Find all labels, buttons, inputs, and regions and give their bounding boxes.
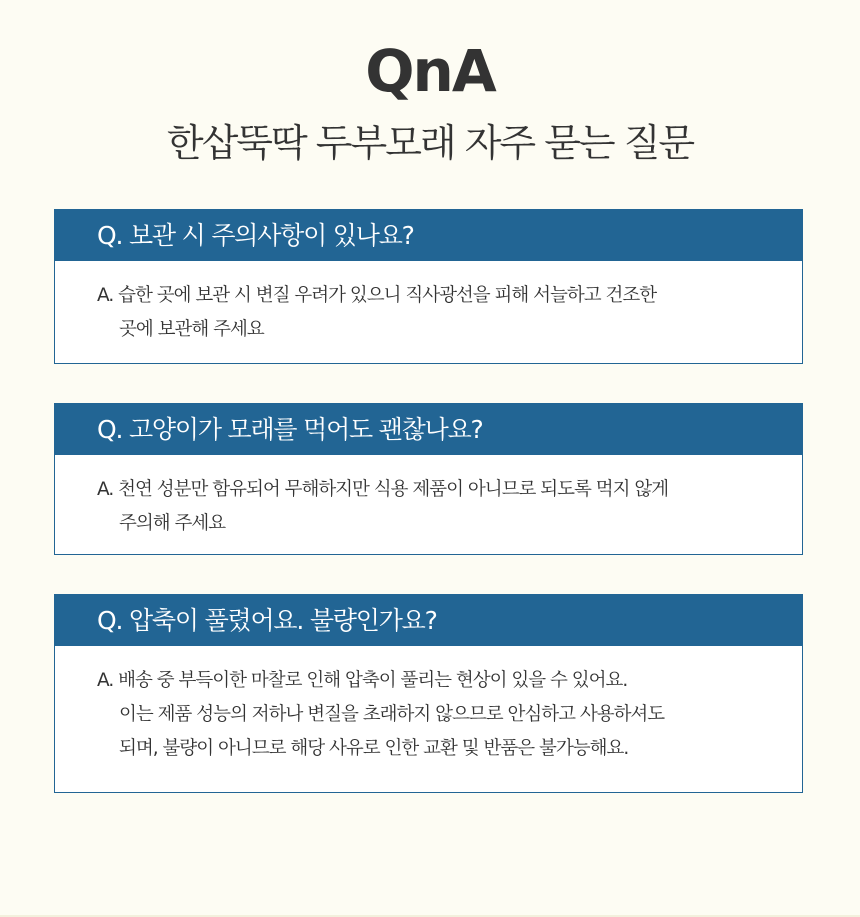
faq-answer-line: A. 습한 곳에 보관 시 변질 우려가 있으니 직사광선을 피해 서늘하고 건조한: [97, 285, 657, 306]
faq-answer: [55, 455, 802, 541]
faq-question: Q. 압축이 풀렸어요. 불량인가요?: [55, 595, 802, 646]
faq-answer-line: A. 천연 성분만 함유되어 무해하지만 식용 제품이 아니므로 되도록 먹지 않게: [97, 479, 669, 500]
faq-question: Q. 보관 시 주의사항이 있나요?: [55, 210, 802, 261]
faq-item-ingestion: [54, 403, 803, 555]
faq-answer-line: 이는 제품 성능의 저하나 변질을 초래하지 않으므로 안심하고 사용하셔도: [119, 704, 665, 725]
faq-item-compression: [54, 594, 803, 793]
faq-answer-line: 주의해 주세요: [119, 513, 226, 534]
faq-answer-line: 곳에 보관해 주세요: [119, 319, 264, 340]
page-subtitle: 한삽뚝딱 두부모래 자주 묻는 질문: [166, 121, 694, 165]
faq-item-storage: [54, 209, 803, 364]
faq-question: Q. 고양이가 모래를 먹어도 괜찮나요?: [55, 404, 802, 455]
faq-answer: [55, 261, 802, 347]
faq-answer: [55, 646, 802, 766]
faq-answer-line: A. 배송 중 부득이한 마찰로 인해 압축이 풀리는 현상이 있을 수 있어요.: [97, 670, 628, 691]
faq-answer-line: 되며, 불량이 아니므로 해당 사유로 인한 교환 및 반품은 불가능해요.: [119, 738, 629, 759]
page-title: QnA: [365, 37, 495, 105]
